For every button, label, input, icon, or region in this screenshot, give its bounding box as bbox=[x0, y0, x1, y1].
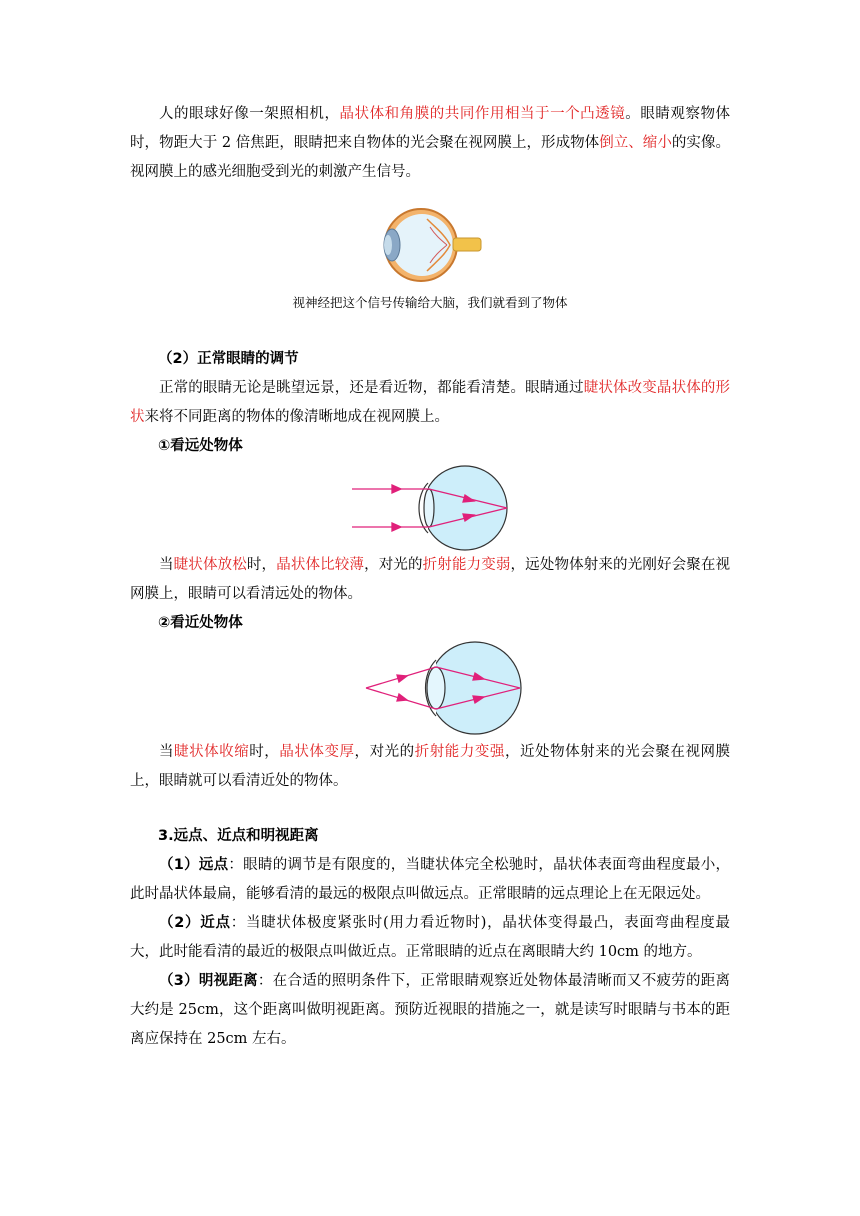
near-text-1: 当 bbox=[159, 744, 175, 760]
document-page bbox=[130, 100, 730, 1054]
section-2-text-1: 正常的眼睛无论是眺望远景，还是看近物，都能看清楚。眼睛通过 bbox=[159, 380, 584, 396]
intro-text-3: 的实像。视网膜上的感光细胞受到光的刺激产生信号。 bbox=[130, 135, 731, 180]
far-object-paragraph bbox=[130, 551, 730, 609]
far-object-title: ①看远处物体 bbox=[158, 438, 243, 454]
near-text-2: 时， bbox=[249, 744, 280, 760]
far-highlight-3: 折射能力变弱 bbox=[422, 557, 511, 573]
near-point-paragraph bbox=[130, 909, 730, 967]
eye-anatomy-figure bbox=[130, 205, 730, 313]
distinct-vision-label: （3）明视距离 bbox=[159, 973, 258, 989]
section-2-title: （2）正常眼睛的调节 bbox=[158, 351, 299, 367]
intro-paragraph bbox=[130, 100, 730, 187]
near-object-paragraph bbox=[130, 738, 730, 796]
near-highlight-1: 睫状体收缩 bbox=[174, 744, 250, 760]
far-point-paragraph bbox=[130, 851, 730, 909]
far-highlight-1: 睫状体放松 bbox=[173, 557, 247, 573]
section-2-intro bbox=[130, 374, 730, 432]
eye-anatomy-icon bbox=[375, 205, 485, 285]
far-text-4: ，远处物体射来的光刚好会聚在视网膜上，眼睛可以看清远处的物体。 bbox=[130, 557, 731, 602]
far-text-3: ，对光的 bbox=[364, 557, 423, 573]
far-text-2: 时， bbox=[246, 557, 277, 573]
intro-highlight-lens: 晶状体和角膜的共同作用相当于一个凸透镜 bbox=[339, 106, 626, 122]
near-point-text: ：当睫状体极度紧张时(用力看近物时)，晶状体变得最凸，表面弯曲程度最大，此时能看清的最近的极限点叫做近点。正常眼睛的近点在离眼睛大约 10cm 的地方。 bbox=[130, 915, 731, 960]
far-point-label: （1）远点 bbox=[159, 857, 229, 873]
near-point-label: （2）近点 bbox=[159, 915, 231, 931]
far-vision-diagram bbox=[130, 461, 730, 551]
intro-text-1: 人的眼球好像一架照相机， bbox=[159, 106, 340, 122]
distinct-vision-paragraph bbox=[130, 967, 730, 1054]
far-text-1: 当 bbox=[159, 557, 174, 573]
near-object-title: ②看近处物体 bbox=[158, 615, 243, 631]
near-text-3: ，对光的 bbox=[354, 744, 415, 760]
eye-figure-caption: 视神经把这个信号传输给大脑，我们就看到了物体 bbox=[292, 295, 568, 310]
distinct-vision-text: ：在合适的照明条件下，正常眼睛观察近处物体最清晰而又不疲劳的距离大约是 25cm，这个距离叫做明视距离。预防近视眼的措施之一，就是读写时眼睛与书本的距离应保持在 25cm 左右。 bbox=[130, 973, 731, 1047]
near-highlight-2: 晶状体变厚 bbox=[279, 744, 355, 760]
near-vision-diagram bbox=[130, 638, 730, 738]
far-point-text: ：眼睛的调节是有限度的，当睫状体完全松驰时，晶状体表面弯曲程度最小，此时晶状体最扁，能够看清的最远的极限点叫做远点。正常眼睛的远点理论上在无限远处。 bbox=[130, 857, 731, 902]
near-text-4: ，近处物体射来的光会聚在视网膜上，眼睛就可以看清近处的物体。 bbox=[130, 744, 731, 789]
intro-highlight-image: 倒立、缩小 bbox=[599, 135, 672, 151]
far-highlight-2: 晶状体比较薄 bbox=[276, 557, 365, 573]
section-2-text-2: 来将不同距离的物体的像清晰地成在视网膜上。 bbox=[144, 409, 449, 425]
section-2-highlight: 睫状体改变晶状体的形状 bbox=[130, 380, 731, 425]
section-3-title: 3.远点、近点和明视距离 bbox=[158, 828, 319, 844]
near-highlight-3: 折射能力变强 bbox=[414, 744, 505, 760]
intro-text-2: 。眼睛观察物体时，物距大于 2 倍焦距，眼睛把来自物体的光会聚在视网膜上，形成物体 bbox=[130, 106, 731, 151]
